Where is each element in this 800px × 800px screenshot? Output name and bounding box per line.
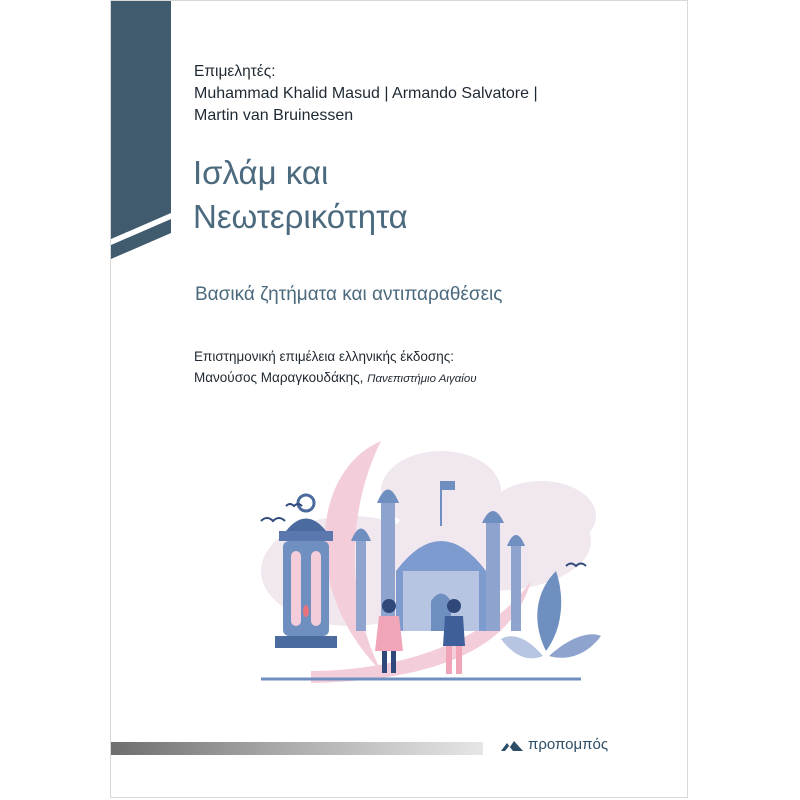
scientific-editor-block (194, 346, 477, 390)
bird-icon (261, 518, 285, 521)
publisher-name: προπομπός (528, 736, 609, 753)
spine-stripe (111, 1, 171, 263)
scientific-editor-affiliation: Πανεπιστήμιο Αιγαίου (367, 373, 477, 385)
scientific-editor-name: Μανούσος Μαραγκουδάκης, (194, 370, 364, 385)
scientific-editor-label: Επιστημονική επιμέλεια ελληνικής έκδοσης: (194, 349, 455, 364)
title-line-1: Ισλάμ και (193, 154, 329, 191)
editors-line-2: Martin van Bruinessen (194, 107, 354, 124)
title-line-2: Νεωτερικότητα (193, 198, 408, 235)
mountain-logo-icon (501, 739, 523, 751)
editors-line-1: Muhammad Khalid Masud | Armando Salvatore | (194, 85, 538, 102)
book-cover (110, 0, 688, 798)
mosque-lantern-illustration (231, 421, 601, 691)
book-title (193, 151, 408, 239)
publisher-logo (501, 736, 608, 753)
book-subtitle: Βασικά ζητήματα και αντιπαραθέσεις (195, 284, 503, 305)
scientific-editor-line (194, 367, 477, 390)
bottom-gradient-bar (111, 742, 483, 755)
editors-block (194, 61, 538, 127)
editors-label: Επιμελητές: (194, 63, 276, 80)
